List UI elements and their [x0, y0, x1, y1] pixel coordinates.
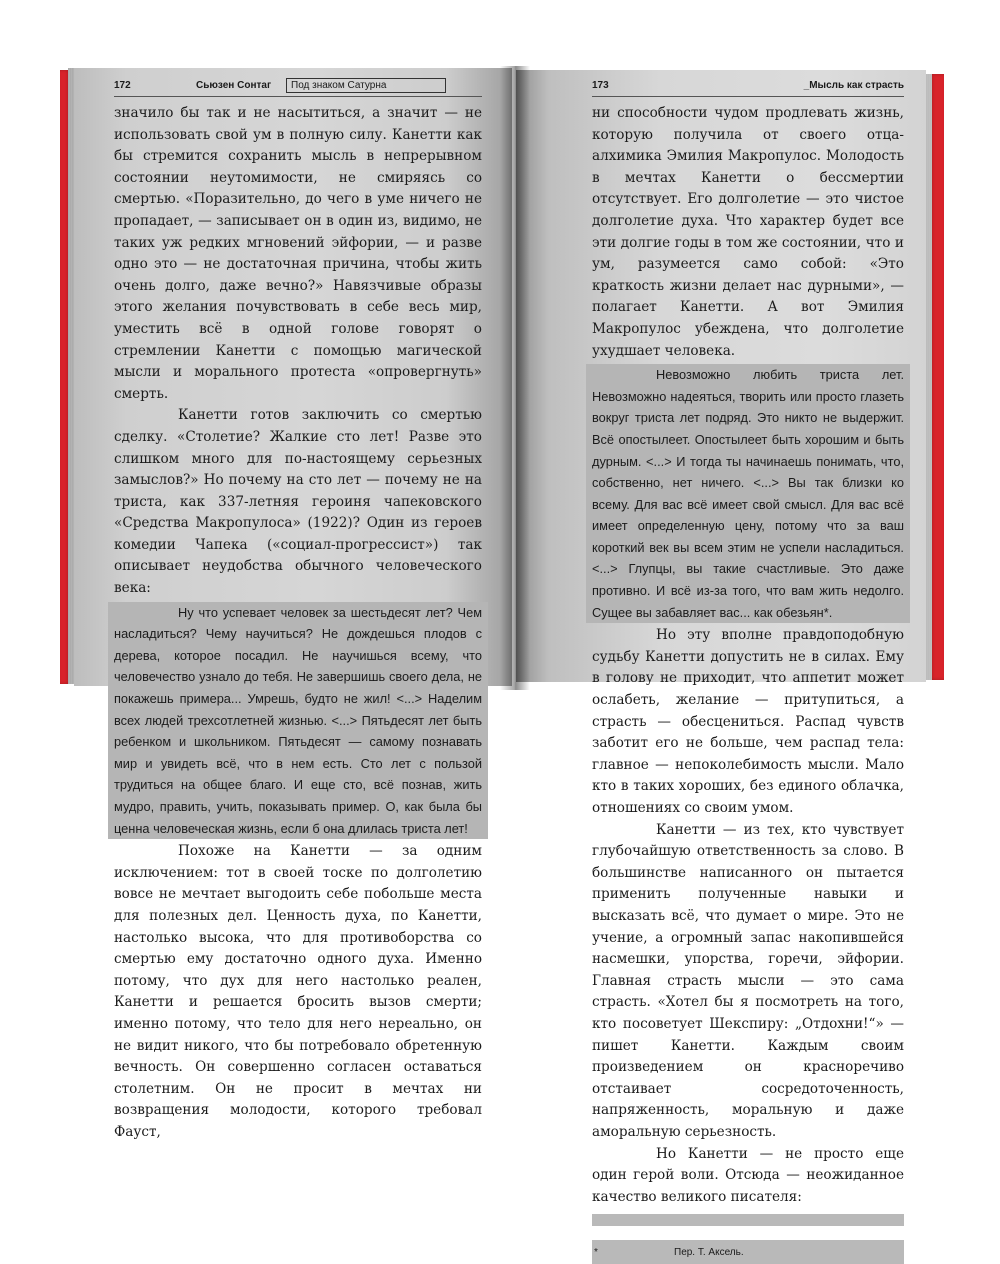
book-title: Под знаком Сатурна — [286, 78, 446, 93]
footnote-text: Пер. Т. Аксель. — [674, 1246, 744, 1258]
footnote-mark: * — [594, 1246, 598, 1258]
footnote-divider — [592, 1214, 904, 1226]
page-number-right: 173 — [592, 79, 609, 91]
paragraph: Канетти готов заключить со смертью сделку. «Столетие? Жалкие сто лет! Разве это слишком много для по-настоящему серьезных замыслов?» Но почему на сто лет — почему не на триста, как 337-летняя героиня чапековского «Средства Макропулоса» (1922)? Один из героев комедии Чапека («социал-прогрессист») так описывает неудобства обычного человеческого века: — [114, 407, 482, 597]
left-body-text-continued — [114, 841, 482, 1143]
right-body-text-continued — [592, 625, 904, 1208]
block-quote — [108, 602, 488, 840]
right-page — [516, 70, 926, 1258]
author-name: Сьюзен Сонтаг — [196, 79, 272, 91]
paragraph: Похоже на Канетти — за одним исключением: тот в своей тоске по долголетию вовсе не мечтает выгодоить себе побольше места для полезных дел. Ценность духа, по Канетти, настолько высока, что для противоборства со смертью ему достаточно одного духа. Именно потому, что дух для него настолько реален, Канетти и решается бросить вызов смерти; именно потому, что тело для него нереально, он не видит никого, что бы потребовало обретенную вечность. Он совершенно согласен оставаться столетним. Он не просит в мечтах ни возвращения молодости, которого требовал Фауст, — [114, 843, 482, 1140]
book-gutter-shadow — [500, 66, 530, 690]
left-body-text — [114, 103, 482, 600]
quote-text: Невозможно любить триста лет. Невозможно надеяться, творить или просто глазеть вокруг триста лет подряд. Это никто не выдержит. Всё опостылеет. Опостылеет быть хорошим и быть дурным. <...> И тогда ты начинаешь понимать, что, собственно, нет ничего. <...> Вы так близки ко всему. Для вас всё имеет свой смысл. Для вас всё имеет определенную цену, потому что за ваш короткий век вы всем этим не успели насладиться. <...> Глупцы, вы такие счастливые. Это даже противно. И всё из-за того, что вам жить недолго. Сущее вы забавляет вас... как обезьян*. — [592, 367, 904, 620]
quote-text: Ну что успевает человек за шестьдесят лет? Чем насладиться? Чему научиться? Не дождешься плодов с дерева, которое посадил. Не научишься всему, что человечество узнало до тебя. Не завершишь своего дела, не покажешь примера... Умрешь, будто не жил! <...> Наделим всех людей трехсотлетней жизнью. <...> Пятьдесят лет быть ребенком и школьником. Пятьдесят — самому познавать мир и увидеть всё, что в нем есть. Сто лет с пользой трудиться на общее благо. И еще сто, всё познав, жить мудро, править, учить, показывать пример. О, как была бы ценна человеческая жизнь, если б она длилась триста лет! — [114, 604, 482, 836]
right-running-head — [592, 74, 904, 97]
left-page — [74, 68, 512, 1140]
block-quote — [586, 364, 910, 623]
paragraph: Канетти — из тех, кто чувствует глубочайшую ответственность за слово. В большинстве написанного он пытается применить полученные навыки и высказать всё, что думает о мире. Это не учение, а огромный запас накопившейся насмешки, упорства, горечи, эйфории. Главная страсть мысли — это сама страсть. «Хотел бы я посмотреть на того, кто посоветует Шекспиру: „Отдохни!“» — пишет Канетти. Каждым своим произведением он красноречиво отстаивает сосредоточенность, напряженность, моральную и даже аморальную серьезность. — [592, 821, 904, 1140]
paragraph: Но эту вполне правдоподобную судьбу Канетти допустить не в силах. Ему в голову не приходит, что аппетит может ослабеть, желание — притупиться, а страсть — обесцениться. Распад чувств заботит его не больше, чем распад тела: главное — непоколебимость мысли. Мало кто в таких хороших, без единого облачка, отношениях со своим умом. — [592, 627, 904, 816]
right-body-text — [592, 103, 904, 362]
paragraph: Но Канетти — не просто еще один герой воли. Отсюда — неожиданное качество великого писателя: — [592, 1145, 904, 1205]
page-number-left: 172 — [114, 79, 131, 91]
book-cover-edge-right — [930, 74, 944, 680]
paragraph: ни способности чудом продлевать жизнь, которую получила от своего отца-алхимика Эмилия Макропулос. Молодость в мечтах Канетти о бессмертии отсутствует. Его долголетие — это чистое долголетие духа. Что характер будет все эти долгие годы в том же состоянии, что и ум, разумеется само собой: «Это краткость жизни делает нас дурными», — полагает Канетти. А вот Эмилия Макропулос убеждена, что долголетие ухудшает человека. — [592, 105, 904, 359]
left-running-head — [114, 74, 482, 97]
paragraph: значило бы так и не насытиться, а значит — не использовать свой ум в полную силу. Канетти как бы стремится сохранить мысль в непрерывном состоянии неутомимости, не смиряясь со смертью. «Поразительно, до чего в уме ничего не пропадает, — записывает он в один из, видимо, не таких уж редких мгновений эйфории, — и разве одно это — не достаточная причина, чтобы жить очень долго, даже вечно?» Навязчивые образы этого желания почувствовать в себе весь мир, уместить всё в одной голове говорят о стремлении Канетти с помощью магической мысли и морального протеста «опровергнуть» смерть. — [114, 105, 482, 402]
section-title: _Мысль как страсть — [803, 79, 904, 91]
footnote — [592, 1240, 904, 1264]
